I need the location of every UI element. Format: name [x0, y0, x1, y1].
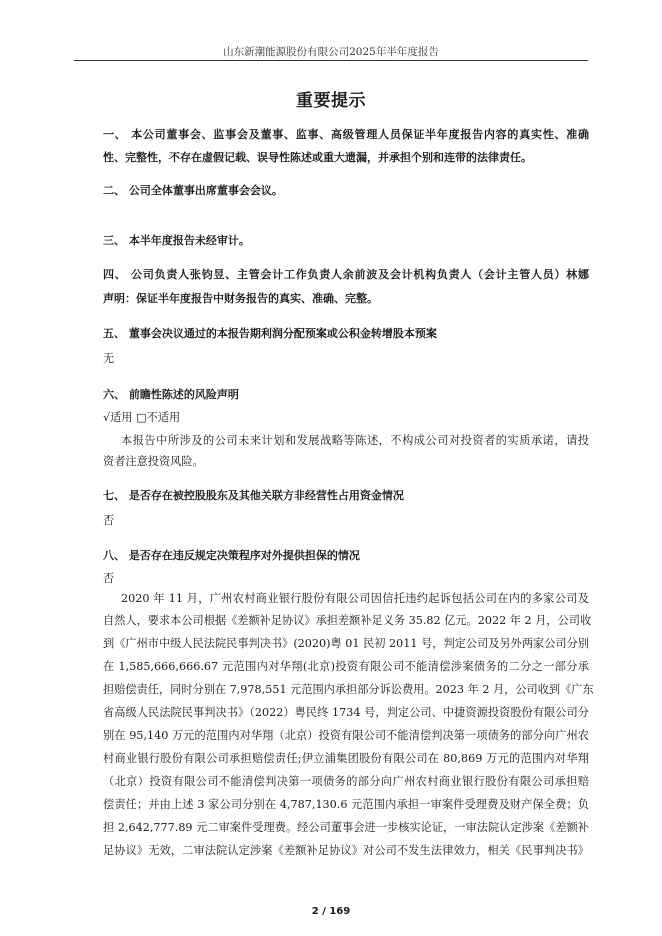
section-8-paragraph-line: 足协议》无效，二审法院认定涉案《差额补足协议》对公司不发生法律效力，相关《民事判决书》: [103, 844, 589, 857]
section-4-line-2: 声明：保证半年度报告中财务报告的真实、准确、完整。: [103, 292, 378, 305]
section-8-paragraph-line: 担赔偿责任，同时分别在 7,978,551 元范围内承担部分诉讼费用。2023 年 2 月，公司收到《广东: [103, 683, 594, 696]
section-8-paragraph-line: 在 1,585,666,666.67 元范围内对华翔(北京)投资有限公司不能清偿涉案债务的二分之一部分承: [103, 660, 589, 673]
header-rule: [74, 60, 588, 61]
section-3: 三、 本半年度报告未经审计。: [103, 234, 250, 247]
section-8-answer: 否: [103, 572, 115, 585]
section-8-paragraph-line: 到《广州市中级人民法院民事判决书》(2020)粤 01 民初 2011 号，判定公司及另外两家公司分别: [103, 637, 589, 650]
section-6: 六、 前瞻性陈述的风险声明: [103, 388, 239, 401]
section-8: 八、 是否存在违反规定决策程序对外提供担保的情况: [103, 549, 360, 562]
section-8-paragraph-line: 省高级人民法院民事判决书》（2022）粤民终 1734 号，判定公司、中捷资源投资股份有限公司分: [103, 706, 589, 719]
report-header: 山东新潮能源股份有限公司2025年半年度报告: [223, 46, 439, 58]
section-8-paragraph-line: 2020 年 11 月，广州农村商业银行股份有限公司因信托违约起诉包括公司在内的多家公司及: [121, 592, 589, 605]
section-5: 五、 董事会决议通过的本报告期利润分配预案或公积金转增股本预案: [103, 327, 437, 340]
section-1-line-2: 性、完整性，不存在虚假记载、误导性陈述或重大遗漏，并承担个别和连带的法律责任。: [103, 151, 532, 164]
section-1-line-1: 一、 本公司董事会、监事会及董事、监事、高级管理人员保证半年度报告内容的真实性、准确: [103, 128, 589, 141]
section-7: 七、 是否存在被控股股东及其他关联方非经营性占用资金情况: [103, 489, 404, 502]
section-8-paragraph-line: 村商业银行股份有限公司承担赔偿责任;伊立浦集团股份有限公司在 80,869 万元的范围内对华翔: [103, 752, 589, 765]
page-number: 2 / 169: [311, 906, 351, 917]
section-8-paragraph-line: （北京）投资有限公司不能清偿判决第一项债务的部分向广州农村商业银行股份有限公司承担赔: [103, 775, 589, 788]
section-4-line-1: 四、 公司负责人张钧昱、主管会计工作负责人余前波及会计机构负责人（会计主管人员）林娜: [103, 268, 589, 281]
page-title: 重要提示: [296, 91, 366, 111]
section-6-text-line-2: 资者注意投资风险。: [103, 455, 204, 468]
section-7-answer: 否: [103, 514, 115, 527]
section-8-paragraph-line: 担 2,642,777.89 元二审案件受理费。经公司董事会进一步核实论证，一审法院认定涉案《差额补: [103, 821, 589, 834]
section-2: 二、 公司全体董事出席董事会会议。: [103, 184, 283, 197]
section-8-paragraph-line: 自然人，要求本公司根据《差额补足协议》承担差额补足义务 35.82 亿元。2022 年 2 月，公司收: [103, 614, 592, 627]
section-8-paragraph-line: 偿责任；并由上述 3 家公司分别在 4,787,130.6 元范围内承担一审案件受理费及财产保全费；负: [103, 798, 589, 811]
section-6-text-line-1: 本报告中所涉及的公司未来计划和发展战略等陈述，不构成公司对投资者的实质承诺，请投: [121, 434, 589, 447]
section-8-paragraph-line: 别在 95,140 万元的范围内对华翔（北京）投资有限公司不能清偿判决第一项债务的部分向广州农: [103, 729, 589, 742]
section-5-answer: 无: [103, 352, 115, 365]
section-6-applicability: √适用 □不适用: [103, 411, 181, 424]
